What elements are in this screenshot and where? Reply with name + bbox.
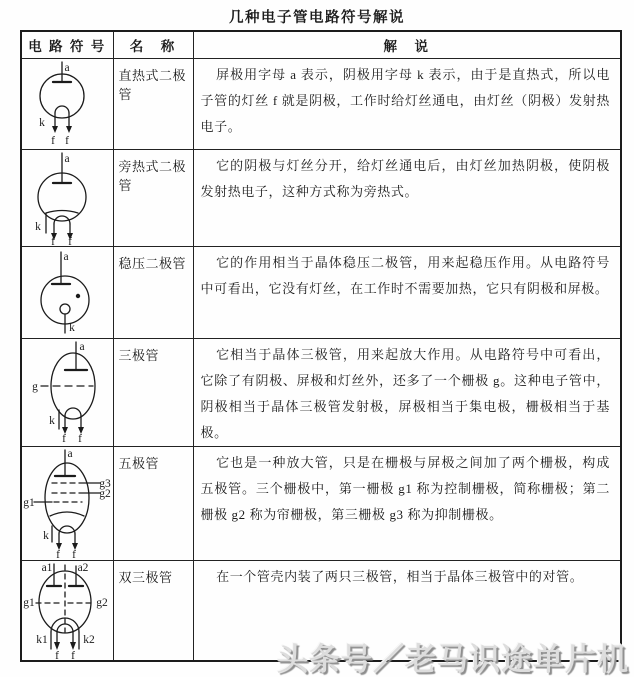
tube-description: 屏极用字母 a 表示，阴极用字母 k 表示，由于是直热式，所以电子管的灯丝 f 就是阴极，工作时给灯丝通电，由灯丝（阴极）发射热电子。 [193,58,621,149]
filament-label: f [72,548,77,560]
anode-label: a [64,61,70,74]
header-name: 名 称 [113,31,193,58]
anode2-label: a2 [77,561,89,574]
cathode-label: k [49,414,56,427]
pentode-symbol [22,448,112,560]
cathode1-label: k1 [36,633,48,646]
anode1-label: a1 [41,561,53,574]
filament-label: f [78,432,83,444]
filament-label: f [51,235,56,246]
filament-label: f [71,649,76,660]
table-row [21,58,621,149]
double-triode-symbol [22,562,112,660]
symbols-table [20,30,622,662]
triode-symbol [22,340,112,444]
tube-name: 稳压二极管 [113,246,193,338]
symbol-cell [21,338,113,446]
tube-name: 五极管 [113,446,193,560]
grid1-label: g1 [23,496,35,509]
tube-description: 它也是一种放大管，只是在栅极与屏极之间加了两个栅极，构成五极管。三个栅极中，第一栅极 g1 称为控制栅极，简称栅极；第二栅极 g2 称为帘栅极，第三栅极 g3 称为抑制栅极。 [193,446,621,560]
tube-description: 它的阴极与灯丝分开，给灯丝通电后，由灯丝加热阴极，使阴极发射热电子，这种方式称为旁热式。 [193,149,621,246]
table-row [21,446,621,560]
grid3-label: g3 [99,477,111,490]
cathode-label: k [35,220,42,233]
filament-label: f [51,134,56,147]
symbol-cell [21,446,113,560]
anode-label: a [79,340,85,353]
symbol-cell [21,58,113,149]
symbol-cell [21,246,113,338]
table-row [21,246,621,338]
tube-name: 双三极管 [113,560,193,661]
watermark: 头条号／老马识途单片机 [277,642,629,677]
grid2-label: g2 [96,596,108,609]
filament-label: f [56,548,61,560]
indirectly-heated-diode-symbol [22,151,112,246]
tube-description: 它的作用相当于晶体稳压二极管，用来起稳压作用。从电路符号中可看出，它没有灯丝，在工作时不需要加热，它只有阴极和屏极。 [193,246,621,338]
symbol-cell [21,560,113,661]
filament-label: f [62,432,67,444]
anode-label: a [64,152,70,165]
header-row [21,31,621,58]
anode-label: a [67,447,73,460]
filament-label: f [55,649,60,660]
grid1-label: g1 [23,596,35,609]
filament-label: f [68,235,73,246]
directly-heated-diode-symbol [22,60,112,147]
voltage-regulator-diode-symbol [22,248,112,338]
symbol-cell [21,149,113,246]
table-row [21,149,621,246]
grid-label: g [32,380,39,393]
cathode-label: k [43,529,50,542]
grid2-label: g2 [99,487,111,500]
tube-name: 三极管 [113,338,193,446]
tube-description: 它相当于晶体三极管，用来起放大作用。从电路符号中可看出，它除了有阴极、屏极和灯丝外，还多了一个栅极 g。这种电子管中，阴极相当于晶体三极管发射极，屏极相当于集电极，栅极相当于基极。 [193,338,621,446]
anode-label: a [63,250,69,263]
cathode2-label: k2 [83,633,95,646]
filament-label: f [65,134,70,147]
tube-description: 在一个管壳内装了两只三极管，相当于晶体三极管中的对管。 [193,560,621,661]
cathode-label: k [39,116,46,129]
cathode-label: k [69,321,76,334]
header-circuit-symbol: 电 路 符 号 [21,31,113,58]
tube-name: 直热式二极管 [113,58,193,149]
table-row [21,338,621,446]
page-title: 几种电子管电路符号解说 [229,10,405,26]
tube-name: 旁热式二极管 [113,149,193,246]
header-description: 解 说 [193,31,621,58]
